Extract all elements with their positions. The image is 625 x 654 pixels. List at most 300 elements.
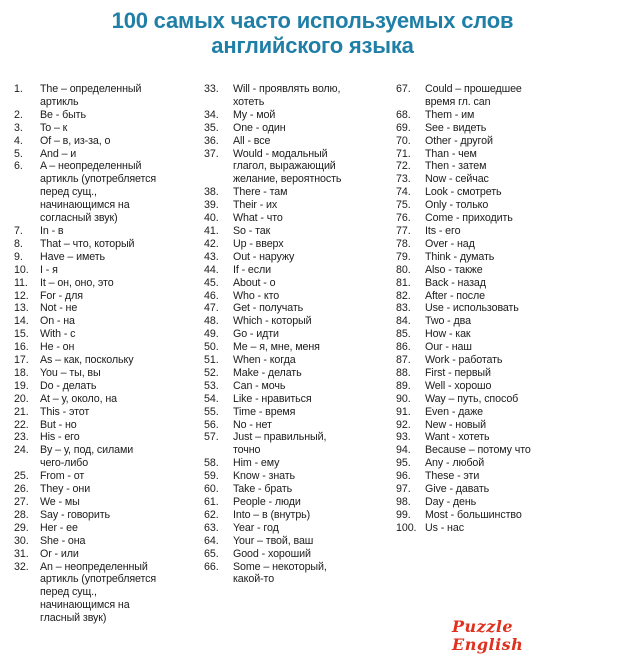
item-text-line: We - мы [40, 496, 80, 508]
word-list-item [204, 393, 390, 406]
item-number: 70. [396, 134, 411, 147]
item-number: 65. [204, 547, 219, 560]
item-number: 99. [396, 508, 411, 521]
word-list-item [204, 483, 390, 496]
item-text [40, 160, 200, 225]
item-text [233, 548, 390, 561]
item-number: 9. [14, 250, 23, 263]
item-text-line: Even - даже [425, 405, 484, 418]
item-text-line: Can - мочь [233, 379, 286, 392]
item-text-line: Into – в (внутрь) [233, 508, 311, 521]
item-text-line: About - о [233, 276, 276, 289]
item-text [40, 535, 200, 548]
word-list-item [14, 83, 200, 109]
item-text [425, 199, 591, 212]
word-list-item [204, 290, 390, 303]
item-text-line: What - что [233, 212, 283, 225]
item-number: 48. [204, 315, 219, 328]
word-list-item [396, 483, 591, 496]
word-list-item [14, 483, 200, 496]
item-text [233, 302, 390, 315]
item-number: 81. [396, 276, 411, 289]
item-text [40, 444, 200, 470]
item-text [425, 264, 591, 277]
item-number: 82. [396, 289, 411, 302]
item-text [40, 251, 200, 264]
item-number: 98. [396, 496, 411, 508]
item-text-line: In - в [40, 224, 64, 237]
word-list-item [396, 212, 591, 225]
item-text-line: From - от [40, 470, 85, 483]
word-list-item [14, 277, 200, 290]
item-text-line: Will - проявлять волю, [233, 83, 341, 95]
item-text [233, 148, 390, 187]
word-list-item [396, 406, 591, 419]
item-text-line: Now - сейчас [425, 173, 489, 186]
item-text-line: So - так [233, 224, 271, 237]
word-list-item [204, 83, 390, 109]
item-number: 46. [204, 289, 219, 302]
word-list-item [204, 225, 390, 238]
word-list-item [14, 470, 200, 483]
item-number: 72. [396, 160, 411, 173]
word-list-item [204, 148, 390, 187]
item-number: 75. [396, 199, 411, 212]
item-text-line: Than - чем [425, 147, 477, 160]
word-list-item [14, 251, 200, 264]
word-list-item [204, 548, 390, 561]
item-text-line: Of – в, из-за, о [40, 134, 111, 147]
item-number: 55. [204, 405, 219, 418]
word-list-item [396, 251, 591, 264]
item-text-line: Do - делать [40, 379, 97, 392]
item-text [40, 393, 200, 406]
item-text-line: хотеть [233, 95, 265, 108]
item-text-line: Way – путь, способ [425, 392, 519, 405]
item-number: 42. [204, 237, 219, 250]
item-text [233, 122, 390, 135]
word-list-item [204, 302, 390, 315]
word-list-item [396, 277, 591, 290]
word-list-item [14, 548, 200, 561]
item-text-line: Him - ему [233, 457, 280, 470]
word-list-item [14, 109, 200, 122]
word-list-item [14, 393, 200, 406]
item-text-line: See - видеть [425, 121, 487, 134]
word-list-item [14, 496, 200, 509]
item-text [425, 393, 591, 406]
item-text-line: Good - хороший [233, 547, 311, 560]
item-text-line: Some – некоторый, [233, 560, 327, 573]
item-number: 74. [396, 186, 411, 199]
item-text-line: New - новый [425, 418, 486, 431]
word-list-item [396, 380, 591, 393]
item-text-line: A – неопределенный [40, 160, 142, 173]
item-number: 63. [204, 521, 219, 534]
item-text [425, 251, 591, 264]
item-number: 31. [14, 547, 29, 560]
item-text-line: With - с [40, 328, 76, 341]
page-title [0, 8, 625, 58]
item-number: 49. [204, 328, 219, 341]
item-text-line: Or - или [40, 547, 79, 560]
word-list-item [204, 315, 390, 328]
item-text [40, 431, 200, 444]
item-text-line: Also - также [425, 263, 483, 276]
item-number: 32. [14, 560, 29, 573]
item-text-line: начинающимся на [40, 199, 130, 212]
word-list-item [396, 186, 591, 199]
word-list-item [204, 406, 390, 419]
item-number: 89. [396, 379, 411, 392]
item-text [425, 496, 591, 509]
item-number: 68. [396, 108, 411, 121]
word-list-item [396, 431, 591, 444]
item-text [425, 444, 591, 457]
item-number: 21. [14, 405, 29, 418]
item-text [40, 367, 200, 380]
item-text-line: The – определенный [40, 83, 142, 95]
item-text-line: гласный звук) [40, 612, 107, 625]
item-number: 84. [396, 315, 411, 328]
item-text [233, 212, 390, 225]
item-text-line: Out - наружу [233, 250, 295, 263]
item-text [425, 367, 591, 380]
word-list-item [204, 509, 390, 522]
word-list-item [396, 83, 591, 109]
item-text-line: Our - наш [425, 341, 472, 354]
word-list-item [396, 135, 591, 148]
word-list-item [204, 380, 390, 393]
item-number: 19. [14, 379, 29, 392]
item-text-line: Me – я, мне, меня [233, 341, 320, 354]
item-text-line: An – неопределенный [40, 560, 148, 573]
word-list-item [396, 199, 591, 212]
item-text [233, 419, 390, 432]
item-text [40, 548, 200, 561]
word-list-item [204, 457, 390, 470]
item-text-line: Your – твой, ваш [233, 534, 314, 547]
item-text-line: Her - ее [40, 521, 78, 534]
item-text [425, 135, 591, 148]
item-number: 39. [204, 199, 219, 212]
item-text [40, 419, 200, 432]
item-number: 86. [396, 341, 411, 354]
word-list-item [396, 122, 591, 135]
item-number: 16. [14, 341, 29, 354]
item-number: 51. [204, 354, 219, 367]
item-text-line: To – к [40, 121, 68, 134]
item-number: 94. [396, 444, 411, 457]
item-text-line: Like - нравиться [233, 392, 312, 405]
item-number: 78. [396, 237, 411, 250]
item-number: 41. [204, 224, 219, 237]
item-text [40, 238, 200, 251]
item-text [233, 135, 390, 148]
word-list-item [396, 393, 591, 406]
item-number: 57. [204, 431, 219, 444]
item-text-line: First - первый [425, 366, 491, 379]
item-text-line: согласный звук) [40, 212, 118, 225]
item-text-line: Them - им [425, 108, 475, 121]
item-text [40, 341, 200, 354]
item-text-line: Just – правильный, [233, 431, 327, 444]
item-text-line: Day - день [425, 496, 477, 508]
item-text [40, 135, 200, 148]
item-text [40, 225, 200, 238]
item-text [425, 470, 591, 483]
item-text-line: Us - нас [425, 521, 464, 534]
item-text [233, 251, 390, 264]
word-list-item [396, 315, 591, 328]
word-list-item [396, 419, 591, 432]
item-number: 11. [14, 276, 28, 289]
item-number: 40. [204, 212, 219, 225]
word-list-item [204, 251, 390, 264]
item-text [425, 483, 591, 496]
item-text-line: Look - смотреть [425, 186, 502, 199]
item-text-line: Think - думать [425, 250, 495, 263]
item-text-line: артикль (употребляется [40, 173, 157, 186]
item-number: 73. [396, 173, 411, 186]
item-number: 54. [204, 392, 219, 405]
item-text [233, 186, 390, 199]
item-text [425, 212, 591, 225]
item-number: 8. [14, 237, 23, 250]
item-text [233, 238, 390, 251]
item-text-line: How - как [425, 328, 471, 341]
item-number: 17. [14, 354, 29, 367]
item-text-line: Up - вверх [233, 237, 284, 250]
word-list-item [396, 496, 591, 509]
word-list-item [14, 509, 200, 522]
item-text [425, 380, 591, 393]
item-text [40, 509, 200, 522]
item-number: 36. [204, 134, 219, 147]
item-text-line: It – он, оно, это [40, 276, 114, 289]
item-number: 43. [204, 250, 219, 263]
item-text-line: Two - два [425, 315, 471, 328]
item-text-line: He - он [40, 341, 75, 354]
item-text-line: Its - его [425, 224, 461, 237]
item-number: 64. [204, 534, 219, 547]
item-text [233, 535, 390, 548]
item-text [425, 277, 591, 290]
item-text-line: When - когда [233, 354, 296, 367]
item-text [40, 302, 200, 315]
item-text [425, 406, 591, 419]
item-text [233, 457, 390, 470]
brand-logo [452, 617, 562, 654]
item-text [425, 522, 591, 535]
item-number: 2. [14, 108, 23, 121]
word-list-item [14, 535, 200, 548]
item-text-line: Get - получать [233, 302, 304, 315]
word-list-item [204, 419, 390, 432]
word-list-item [204, 135, 390, 148]
word-list-item [396, 173, 591, 186]
word-list-item [204, 122, 390, 135]
item-text-line: His - его [40, 431, 80, 444]
item-number: 66. [204, 560, 219, 573]
word-list-item [14, 328, 200, 341]
item-text-line: For - для [40, 289, 83, 302]
item-text-line: Well - хорошо [425, 379, 492, 392]
word-list-item [14, 561, 200, 626]
item-number: 53. [204, 379, 219, 392]
item-number: 12. [14, 289, 29, 302]
word-list-item [14, 380, 200, 393]
word-list-item [14, 444, 200, 470]
item-text-line: чего-либо [40, 457, 89, 470]
item-text-line: какой-то [233, 573, 275, 586]
item-number: 56. [204, 418, 219, 431]
item-text [233, 225, 390, 238]
item-text [40, 496, 200, 509]
item-text-line: Use - использовать [425, 302, 519, 315]
item-text-line: Back - назад [425, 276, 486, 289]
item-text [233, 496, 390, 509]
word-list-item [14, 302, 200, 315]
item-text-line: Want - хотеть [425, 431, 490, 444]
item-number: 71. [396, 147, 411, 160]
item-text-line: время гл. can [425, 95, 491, 108]
item-number: 30. [14, 534, 29, 547]
item-number: 3. [14, 121, 23, 134]
item-number: 91. [396, 405, 411, 418]
item-number: 69. [396, 121, 411, 134]
item-text-line: Over - над [425, 237, 475, 250]
item-number: 23. [14, 431, 29, 444]
item-number: 60. [204, 483, 219, 496]
item-text [233, 315, 390, 328]
item-text [233, 431, 390, 457]
item-number: 85. [396, 328, 411, 341]
word-list-item [14, 122, 200, 135]
item-number: 20. [14, 392, 29, 405]
item-text [425, 186, 591, 199]
word-list-item [396, 238, 591, 251]
item-text [40, 328, 200, 341]
word-list-item [14, 148, 200, 161]
item-text [425, 509, 591, 522]
item-text-line: Which - который [233, 315, 312, 328]
item-text [425, 315, 591, 328]
item-text [425, 354, 591, 367]
item-number: 93. [396, 431, 411, 444]
item-text-line: желание, вероятность [233, 173, 342, 186]
item-text-line: перед сущ., [40, 186, 97, 199]
word-list-item [396, 302, 591, 315]
item-number: 28. [14, 508, 29, 521]
item-text [233, 354, 390, 367]
word-list-item [204, 561, 390, 587]
word-column-1 [14, 83, 200, 625]
item-number: 7. [14, 224, 23, 237]
item-number: 62. [204, 508, 219, 521]
word-list-item [204, 199, 390, 212]
item-text-line: Work - работать [425, 354, 503, 367]
item-text-line: As – как, поскольку [40, 354, 134, 367]
item-number: 18. [14, 366, 29, 379]
item-number: 33. [204, 83, 219, 95]
item-number: 25. [14, 470, 29, 483]
item-number: 58. [204, 457, 219, 470]
item-text-line: артикль (употребляется [40, 573, 157, 586]
item-number: 47. [204, 302, 219, 315]
word-list-item [396, 148, 591, 161]
item-text-line: By – у, под, силами [40, 444, 134, 457]
item-text [233, 561, 390, 587]
word-list-item [204, 341, 390, 354]
word-list-item [204, 431, 390, 457]
item-text [425, 225, 591, 238]
item-text-line: Other - другой [425, 134, 493, 147]
word-list-item [396, 341, 591, 354]
item-text [233, 83, 390, 109]
item-text-line: My - мой [233, 108, 276, 121]
item-text-line: This - этот [40, 405, 90, 418]
item-number: 97. [396, 483, 411, 496]
word-list-item [14, 290, 200, 303]
word-list-item [204, 109, 390, 122]
item-text [233, 470, 390, 483]
item-text [40, 148, 200, 161]
item-text-line: точно [233, 444, 261, 457]
item-text [233, 199, 390, 212]
item-text-line: People - люди [233, 496, 301, 508]
item-text [40, 470, 200, 483]
word-list-item [396, 354, 591, 367]
word-list-item [204, 186, 390, 199]
item-text [425, 419, 591, 432]
item-text-line: There - там [233, 186, 288, 199]
item-number: 29. [14, 521, 29, 534]
item-number: 80. [396, 263, 411, 276]
item-text-line: Any - любой [425, 457, 485, 470]
item-number: 4. [14, 134, 23, 147]
word-list-item [204, 328, 390, 341]
item-number: 22. [14, 418, 29, 431]
item-text [425, 238, 591, 251]
item-text [40, 406, 200, 419]
item-text [425, 160, 591, 173]
item-text-line: After - после [425, 289, 486, 302]
item-text [425, 148, 591, 161]
item-text [40, 380, 200, 393]
item-text-line: начинающимся на [40, 599, 130, 612]
item-text-line: перед сущ., [40, 586, 97, 599]
word-list-item [396, 264, 591, 277]
word-list-item [14, 264, 200, 277]
word-list-item [14, 225, 200, 238]
word-list-item [14, 135, 200, 148]
word-list-item [204, 522, 390, 535]
item-text-line: All - все [233, 134, 271, 147]
word-list-item [14, 238, 200, 251]
item-text [425, 457, 591, 470]
item-text-line: Because – потому что [425, 444, 531, 457]
item-text [233, 328, 390, 341]
item-number: 67. [396, 83, 411, 95]
item-number: 88. [396, 366, 411, 379]
item-number: 45. [204, 276, 219, 289]
item-text-line: But - но [40, 418, 77, 431]
word-list-item [14, 315, 200, 328]
word-list-item [14, 367, 200, 380]
word-list-item [14, 419, 200, 432]
item-text [40, 522, 200, 535]
